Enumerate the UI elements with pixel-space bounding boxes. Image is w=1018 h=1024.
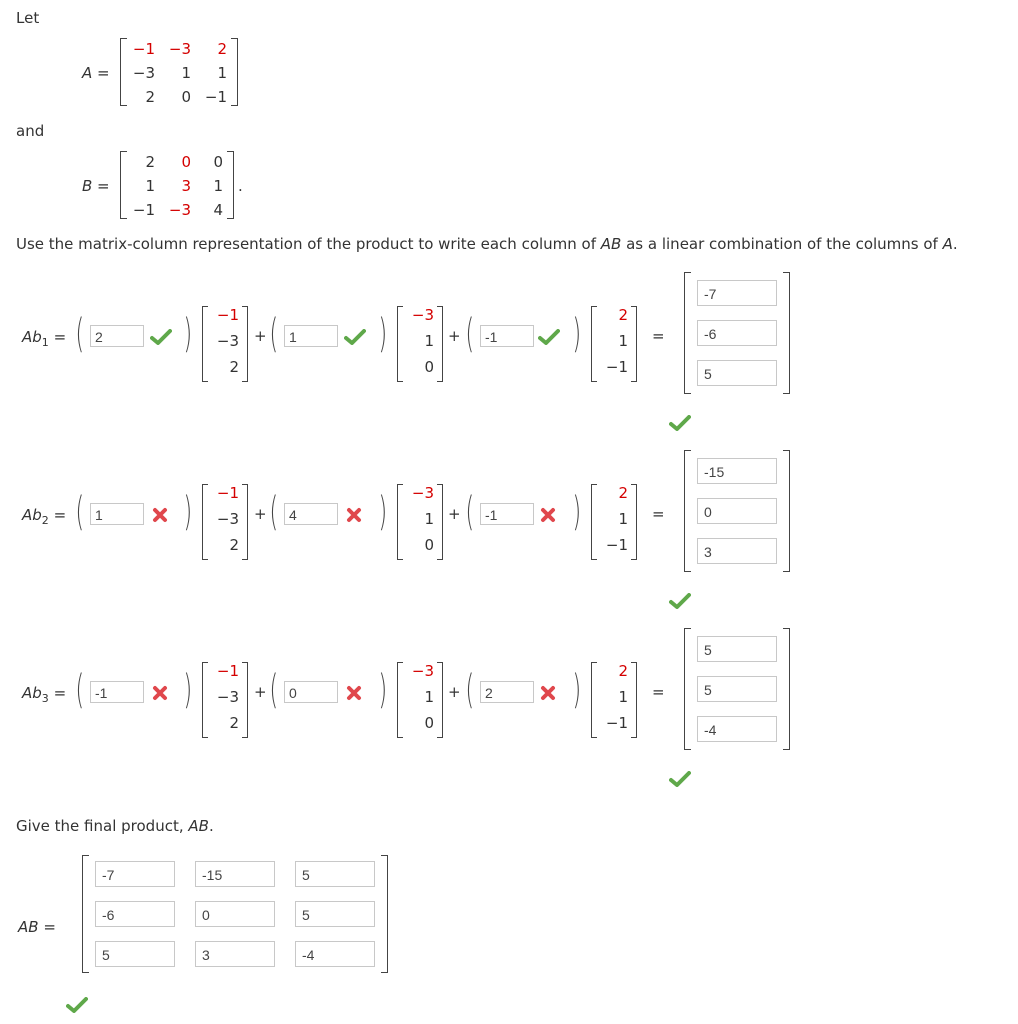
result-input[interactable]: -7 [697, 280, 777, 306]
and-text: and [16, 122, 45, 140]
a13: 2 [217, 40, 227, 58]
open-paren: ( [75, 311, 85, 357]
b11: 2 [145, 153, 155, 171]
let-text: Let [16, 9, 40, 27]
open-paren: ( [465, 489, 475, 535]
result-input[interactable]: 0 [697, 498, 777, 524]
vec-entry: −3 [411, 306, 434, 324]
column-vector-a1 [202, 306, 248, 382]
cross-icon [346, 507, 362, 523]
final-cell-3-3[interactable]: -4 [295, 941, 375, 967]
vec-entry: 1 [424, 510, 434, 528]
b32: −3 [168, 201, 191, 219]
matrix-b [120, 151, 234, 219]
final-cell-1-1[interactable]: -7 [95, 861, 175, 887]
vec-entry: −3 [216, 332, 239, 350]
vec-entry: 2 [618, 484, 628, 502]
result-input[interactable]: 3 [697, 538, 777, 564]
equals-sign: = [652, 327, 665, 345]
vec-entry: 0 [424, 536, 434, 554]
result-input[interactable]: -6 [697, 320, 777, 346]
product-label-2: $Ab_2$ = [22, 506, 67, 527]
result-input[interactable]: 5 [697, 676, 777, 702]
final-cell-2-1[interactable]: -6 [95, 901, 175, 927]
close-paren: ) [378, 667, 388, 713]
coeff-input-2-3[interactable]: -1 [480, 503, 534, 525]
result-input[interactable]: 5 [697, 360, 777, 386]
a23: 1 [217, 64, 227, 82]
a32: 0 [181, 88, 191, 106]
close-paren: ) [183, 489, 193, 535]
vec-entry: 2 [229, 358, 239, 376]
result-check-icon [669, 593, 691, 609]
vec-entry: 2 [618, 662, 628, 680]
vec-entry: −1 [605, 536, 628, 554]
vec-entry: −3 [216, 688, 239, 706]
final-cell-3-1[interactable]: 5 [95, 941, 175, 967]
result-check-icon [669, 415, 691, 431]
result-input[interactable]: -15 [697, 458, 777, 484]
a21: −3 [132, 64, 155, 82]
final-matrix [82, 855, 388, 973]
coeff-input-2-1[interactable]: 1 [90, 503, 144, 525]
open-paren: ( [465, 311, 475, 357]
cross-icon [540, 507, 556, 523]
coeff-input-3-2[interactable]: 0 [284, 681, 338, 703]
close-paren: ) [572, 489, 582, 535]
b13: 0 [213, 153, 223, 171]
column-vector-a2 [397, 306, 443, 382]
coeff-input-3-1[interactable]: -1 [90, 681, 144, 703]
final-cell-2-2[interactable]: 0 [195, 901, 275, 927]
result-vector-1 [684, 272, 790, 394]
a33: −1 [204, 88, 227, 106]
vec-entry: 0 [424, 358, 434, 376]
b22: 3 [181, 177, 191, 195]
close-paren: ) [378, 311, 388, 357]
vec-entry: −3 [411, 484, 434, 502]
cross-icon [152, 685, 168, 701]
b21: 1 [145, 177, 155, 195]
equals-sign: = [652, 683, 665, 701]
result-check-icon [669, 771, 691, 787]
b12: 0 [181, 153, 191, 171]
product-label-1: $Ab_1$ = [22, 328, 67, 349]
close-paren: ) [183, 667, 193, 713]
open-paren: ( [465, 667, 475, 713]
close-paren: ) [572, 311, 582, 357]
final-label: AB = [18, 918, 56, 936]
plus-sign: + [448, 505, 461, 523]
matrix-b-label: B = [82, 177, 110, 195]
plus-sign: + [448, 327, 461, 345]
coeff-input-1-1[interactable]: 2 [90, 325, 144, 347]
column-vector-a2 [397, 484, 443, 560]
result-input[interactable]: -4 [697, 716, 777, 742]
check-icon [150, 329, 172, 345]
instruction-text: Use the matrix-column representation of the product to write each column of AB as a linear combination of the columns of A. [16, 235, 958, 253]
column-vector-a3 [591, 306, 637, 382]
b31: −1 [132, 201, 155, 219]
final-cell-3-2[interactable]: 3 [195, 941, 275, 967]
result-vector-2 [684, 450, 790, 572]
vec-entry: −1 [216, 662, 239, 680]
vec-entry: −3 [216, 510, 239, 528]
matrix-a-label: A = [82, 64, 110, 82]
column-vector-a3 [591, 484, 637, 560]
close-paren: ) [183, 311, 193, 357]
vec-entry: 0 [424, 714, 434, 732]
matrix-b-period: . [238, 177, 243, 195]
open-paren: ( [269, 311, 279, 357]
check-icon [538, 329, 560, 345]
plus-sign: + [448, 683, 461, 701]
vec-entry: 2 [229, 714, 239, 732]
column-vector-a1 [202, 662, 248, 738]
column-vector-a2 [397, 662, 443, 738]
final-check-icon [66, 997, 88, 1013]
plus-sign: + [254, 683, 267, 701]
final-cell-1-3[interactable]: 5 [295, 861, 375, 887]
open-paren: ( [269, 667, 279, 713]
close-paren: ) [378, 489, 388, 535]
vec-entry: 1 [618, 688, 628, 706]
vec-entry: −1 [216, 484, 239, 502]
coeff-input-1-2[interactable]: 1 [284, 325, 338, 347]
coeff-input-3-3[interactable]: 2 [480, 681, 534, 703]
final-cell-1-2[interactable]: -15 [195, 861, 275, 887]
a12: −3 [168, 40, 191, 58]
b33: 4 [213, 201, 223, 219]
a11: −1 [132, 40, 155, 58]
vec-entry: 1 [618, 332, 628, 350]
final-cell-2-3[interactable]: 5 [295, 901, 375, 927]
vec-entry: 2 [229, 536, 239, 554]
column-vector-a1 [202, 484, 248, 560]
result-input[interactable]: 5 [697, 636, 777, 662]
vec-entry: 2 [618, 306, 628, 324]
matrix-a [120, 38, 238, 106]
vec-entry: 1 [618, 510, 628, 528]
b23: 1 [213, 177, 223, 195]
cross-icon [152, 507, 168, 523]
vec-entry: −1 [605, 714, 628, 732]
cross-icon [346, 685, 362, 701]
vec-entry: 1 [424, 332, 434, 350]
result-vector-3 [684, 628, 790, 750]
plus-sign: + [254, 327, 267, 345]
coeff-input-1-3[interactable]: -1 [480, 325, 534, 347]
equals-sign: = [652, 505, 665, 523]
vec-entry: 1 [424, 688, 434, 706]
open-paren: ( [269, 489, 279, 535]
a22: 1 [181, 64, 191, 82]
vec-entry: −1 [216, 306, 239, 324]
vec-entry: −1 [605, 358, 628, 376]
open-paren: ( [75, 489, 85, 535]
vec-entry: −3 [411, 662, 434, 680]
cross-icon [540, 685, 556, 701]
open-paren: ( [75, 667, 85, 713]
final-prompt: Give the final product, AB. [16, 817, 214, 835]
coeff-input-2-2[interactable]: 4 [284, 503, 338, 525]
plus-sign: + [254, 505, 267, 523]
close-paren: ) [572, 667, 582, 713]
a31: 2 [145, 88, 155, 106]
column-vector-a3 [591, 662, 637, 738]
check-icon [344, 329, 366, 345]
product-label-3: $Ab_3$ = [22, 684, 67, 705]
